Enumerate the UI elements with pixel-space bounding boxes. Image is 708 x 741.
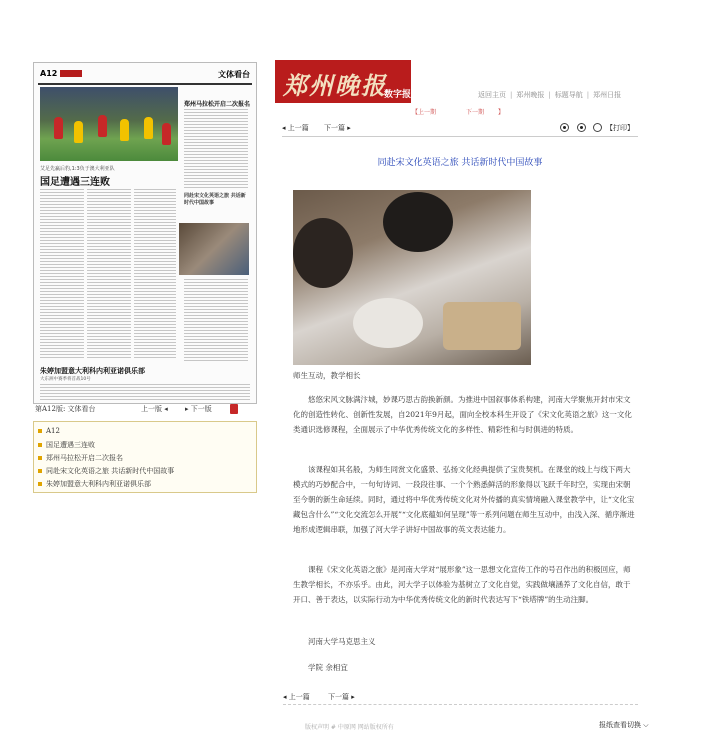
next-article-link[interactable]: 下一篇 ▸	[324, 124, 351, 132]
pdf-icon[interactable]	[230, 404, 238, 414]
page-label: 第A12版: 文体看台	[35, 405, 96, 413]
nav-zzwb[interactable]: 郑州晚报	[516, 91, 545, 99]
paper-header	[38, 67, 252, 85]
logo-text: 郑州晚报	[283, 71, 387, 100]
masthead-logo[interactable]	[275, 60, 411, 103]
title-list-item[interactable]: A12	[38, 427, 60, 435]
paper-page-number: A12	[40, 69, 58, 78]
author-line-2: 学院 余相宜	[308, 663, 348, 672]
player-figure	[54, 117, 63, 139]
paper-sheet	[353, 298, 423, 348]
text-column	[134, 189, 176, 359]
student-figure	[293, 218, 353, 288]
chevron-down-icon: ⌵	[643, 721, 649, 729]
text-column	[87, 189, 131, 359]
drawing-board	[443, 302, 521, 350]
football-photo[interactable]	[40, 87, 178, 161]
author-line-1: 河南大学马克思主义	[308, 637, 376, 646]
nav-separator: |	[548, 91, 551, 99]
bottom-headline[interactable]: 朱婷加盟意大利科内利亚诺俱乐部	[40, 366, 145, 375]
top-navigation	[478, 90, 621, 100]
player-figure	[120, 119, 129, 141]
nav-zzrb[interactable]: 郑州日报	[593, 91, 622, 99]
next-article-bottom[interactable]: 下一篇 ▸	[327, 693, 355, 701]
view-switch-label: 报纸查看切换	[599, 721, 641, 729]
main-headline[interactable]: 国足遭遇三连败	[40, 177, 110, 188]
page-bar	[33, 404, 255, 418]
article-title: 同赴宋文化英语之旅 共话新时代中国故事	[377, 158, 543, 168]
footer-copyright: 版权声明 # 中原网 网站版权所有	[305, 724, 394, 731]
bullet-icon	[38, 429, 42, 433]
next-page-link[interactable]: ▸ 下一版	[185, 405, 212, 413]
divider	[283, 704, 638, 705]
prev-article-link[interactable]: ◂ 上一篇	[282, 124, 309, 132]
bullet-icon	[38, 482, 42, 486]
nav-separator: |	[510, 91, 513, 99]
prev-issue-link[interactable]: 【上一期	[412, 109, 437, 116]
bullet-icon	[38, 443, 42, 447]
print-button[interactable]: 【打印】	[606, 124, 634, 132]
text-column	[184, 279, 248, 363]
logo-subtitle: 数字报	[384, 90, 412, 100]
side-headline[interactable]: 郑州马拉松开启二次报名	[184, 101, 251, 108]
photo-caption: 师生互动，教学相长	[293, 371, 361, 380]
title-list-item[interactable]: 郑州马拉松开启二次报名	[38, 453, 123, 463]
text-column	[40, 189, 84, 359]
player-figure	[144, 117, 153, 139]
bullet-icon	[38, 456, 42, 460]
prev-page-link[interactable]: 上一版 ◂	[141, 405, 168, 413]
paper-section: 文体看台	[218, 70, 250, 79]
article-paragraph: 悠悠宋风文脉满汴城，妙课巧思古韵换新颜。为推进中国叙事体系构建，河南大学聚焦开封市宋文化的创造性转化、创新性发展，自2021年9月起，面向全校本科生开设了《宋文化英语之旅》这一文化类通识选修课程，全面展示了中华优秀传统文化的多样性、精彩性和与时俱进的特质。	[293, 395, 632, 434]
title-list-item[interactable]: 国足遭遇三连败	[38, 440, 95, 450]
font-large-radio[interactable]	[560, 123, 569, 132]
player-figure	[74, 121, 83, 143]
article-paragraph: 该课程如其名般，为师生同赏文化盛景、弘扬文化经典提供了宝贵契机。在课堂的线上与线下两大模式的巧妙配合中，一句句诗词、一段段往事、一个个熟悉鲜活的形象得以飞跃千年时空，实现由宋朝至今朝的新生命延续。同时，通过将中华优秀传统文化对外传播的真实情境融入课堂教学中，让“文化宝藏包含什么”“文化交流怎么开展”“文化底蕴如何呈现”等一系列问题在师生互动中，由浅入深、循序渐进地形成逻辑串联，加强了河大学子讲好中国故事的英文表达能力。	[293, 465, 635, 534]
teacher-figure	[383, 192, 453, 252]
page-title-list	[33, 421, 257, 493]
article-paragraph: 课程《宋文化英语之旅》是河南大学对“展形象”这一思想文化宣传工作的号召作出的积极回应，师生教学相长，不亦乐乎。由此，河大学子以体验为基树立了文化自觉，实践做壤涵养了文化自信，敢于开口、善于表达，以实际行动为中华优秀传统文化的新时代表达写下“铁塔牌”的生动注脚。	[293, 565, 631, 604]
bullet-icon	[38, 469, 42, 473]
article-toolbar	[282, 120, 638, 137]
title-list-item[interactable]: 朱婷加盟意大利科内利亚诺俱乐部	[38, 479, 151, 489]
issue-navigation	[412, 107, 518, 116]
font-medium-radio[interactable]	[577, 123, 586, 132]
bottom-subheadline: 大东洲中赛季将首战10号	[40, 377, 91, 382]
nav-title-guide[interactable]: 标题导航	[554, 91, 583, 99]
player-figure	[162, 123, 171, 145]
title-list-item[interactable]: 同赴宋文化英语之旅 共话新时代中国故事	[38, 466, 174, 476]
side-article-title[interactable]: 同赴宋文化英语之旅 共话新时代中国故事	[184, 193, 246, 206]
bottom-navigation	[283, 692, 355, 702]
classroom-thumbnail[interactable]	[179, 223, 249, 275]
nav-separator: |	[586, 91, 590, 99]
next-issue-link[interactable]: 下一期 】	[465, 109, 504, 116]
text-column	[184, 109, 248, 189]
player-figure	[98, 115, 107, 137]
main-caption: 艾足先赢后豹,1:3负于澳大利亚队	[40, 166, 115, 172]
article-photo[interactable]	[293, 190, 531, 365]
view-switch-dropdown[interactable]	[599, 720, 649, 730]
font-small-radio[interactable]	[593, 123, 602, 132]
newspaper-page-preview[interactable]	[33, 62, 257, 404]
nav-home[interactable]: 返回主页	[478, 91, 506, 99]
paper-logo	[60, 70, 82, 77]
text-column	[40, 384, 250, 400]
prev-article-bottom[interactable]: ◂ 上一篇	[283, 693, 310, 701]
